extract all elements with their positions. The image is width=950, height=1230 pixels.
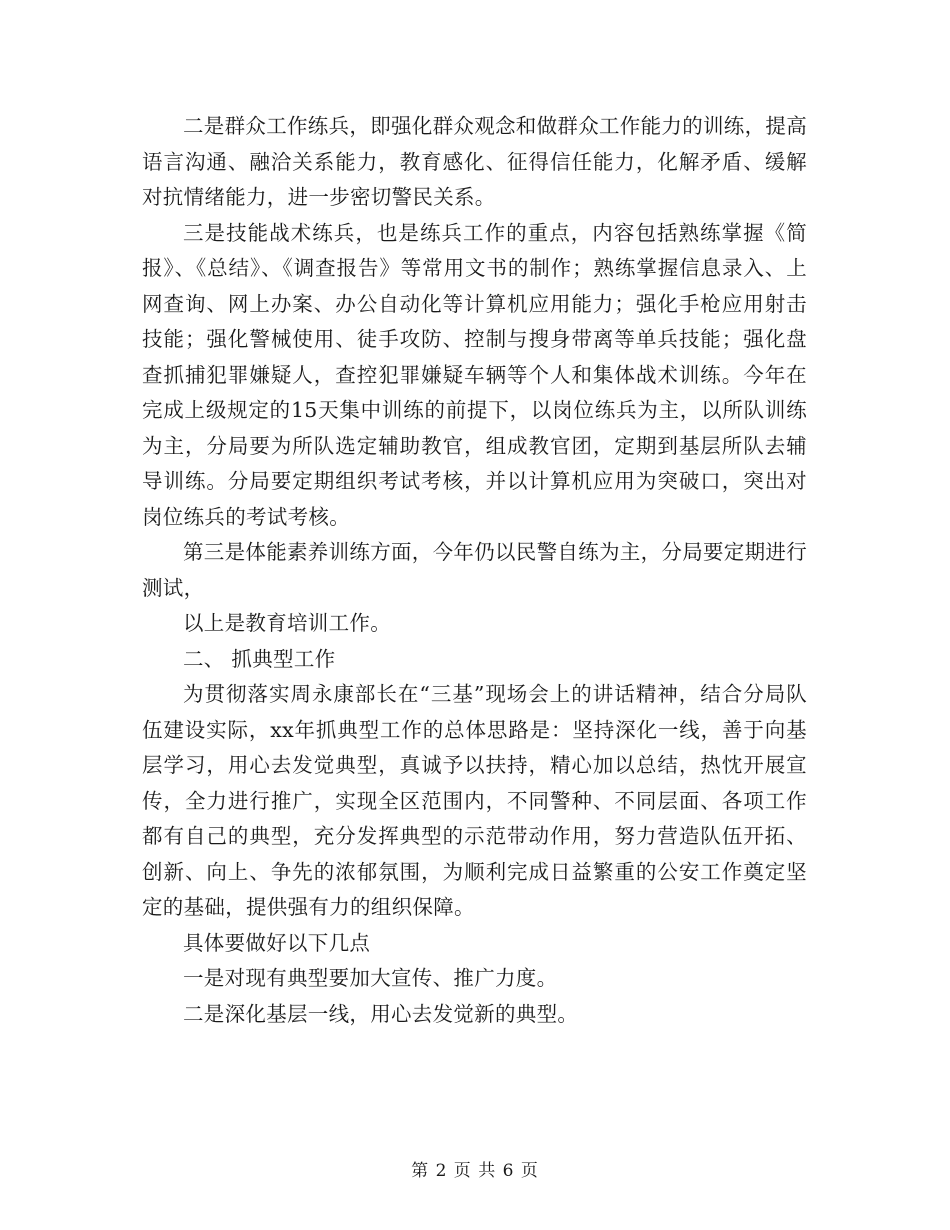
paragraph-typical-work-approach: 为贯彻落实周永康部长在“三基”现场会上的讲话精神，结合分局队伍建设实际，xx年抓典型工作的总体思路是：坚持深化一线，善于向基层学习，用心去发觉典型，真诚予以扶持，精心加以总结，热忱开展宣传，全力进行推广，实现全区范围内，不同警种、不同层面、各项工作都有自己的典型，充分发挥典型的示范带动作用，努力营造队伍开拓、创新、向上、争先的浓郁氛围，为顺利完成日益繁重的公安工作奠定坚定的基础，提供强有力的组织保障。 — [142, 682, 807, 919]
paragraph-mass-work-training: 二是群众工作练兵，即强化群众观念和做群众工作能力的训练，提高语言沟通、融洽关系能力，教育感化、征得信任能力，化解矛盾、缓解对抗情绪能力，进一步密切警民关系。 — [142, 114, 807, 209]
section-heading-typical-work: 二、 抓典型工作 — [183, 646, 336, 671]
document-body — [142, 109, 807, 1032]
paragraph-point-two: 二是深化基层一线，用心去发觉新的典型。 — [183, 1001, 579, 1026]
paragraph-education-summary: 以上是教育培训工作。 — [183, 611, 391, 635]
paragraph-key-points-intro: 具体要做好以下几点 — [183, 930, 371, 955]
paragraph-skills-tactics-training: 三是技能战术练兵，也是练兵工作的重点，内容包括熟练掌握《简报》、《总结》、《调查报告》等常用文书的制作；熟练掌握信息录入、上网查询、网上办案、办公自动化等计算机应用能力；强化手枪应用射击技能；强化警械使用、徒手攻防、控制与搜身带离等单兵技能；强化盘查抓捕犯罪嫌疑人，查控犯罪嫌疑车辆等个人和集体战术训练。今年在完成上级规定的15天集中训练的前提下，以岗位练兵为主，以所队训练为主，分局要为所队选定辅助教官，组成教官团，定期到基层所队去辅导训练。分局要定期组织考试考核，并以计算机应用为突破口，突出对岗位练兵的考试考核。 — [142, 220, 807, 529]
paragraph-physical-training: 第三是体能素养训练方面，今年仍以民警自练为主，分局要定期进行测试， — [142, 540, 807, 600]
paragraph-point-one: 一是对现有典型要加大宣传、推广力度。 — [183, 966, 558, 990]
page-number-footer: 第 2 页 共 6 页 — [411, 1161, 539, 1181]
